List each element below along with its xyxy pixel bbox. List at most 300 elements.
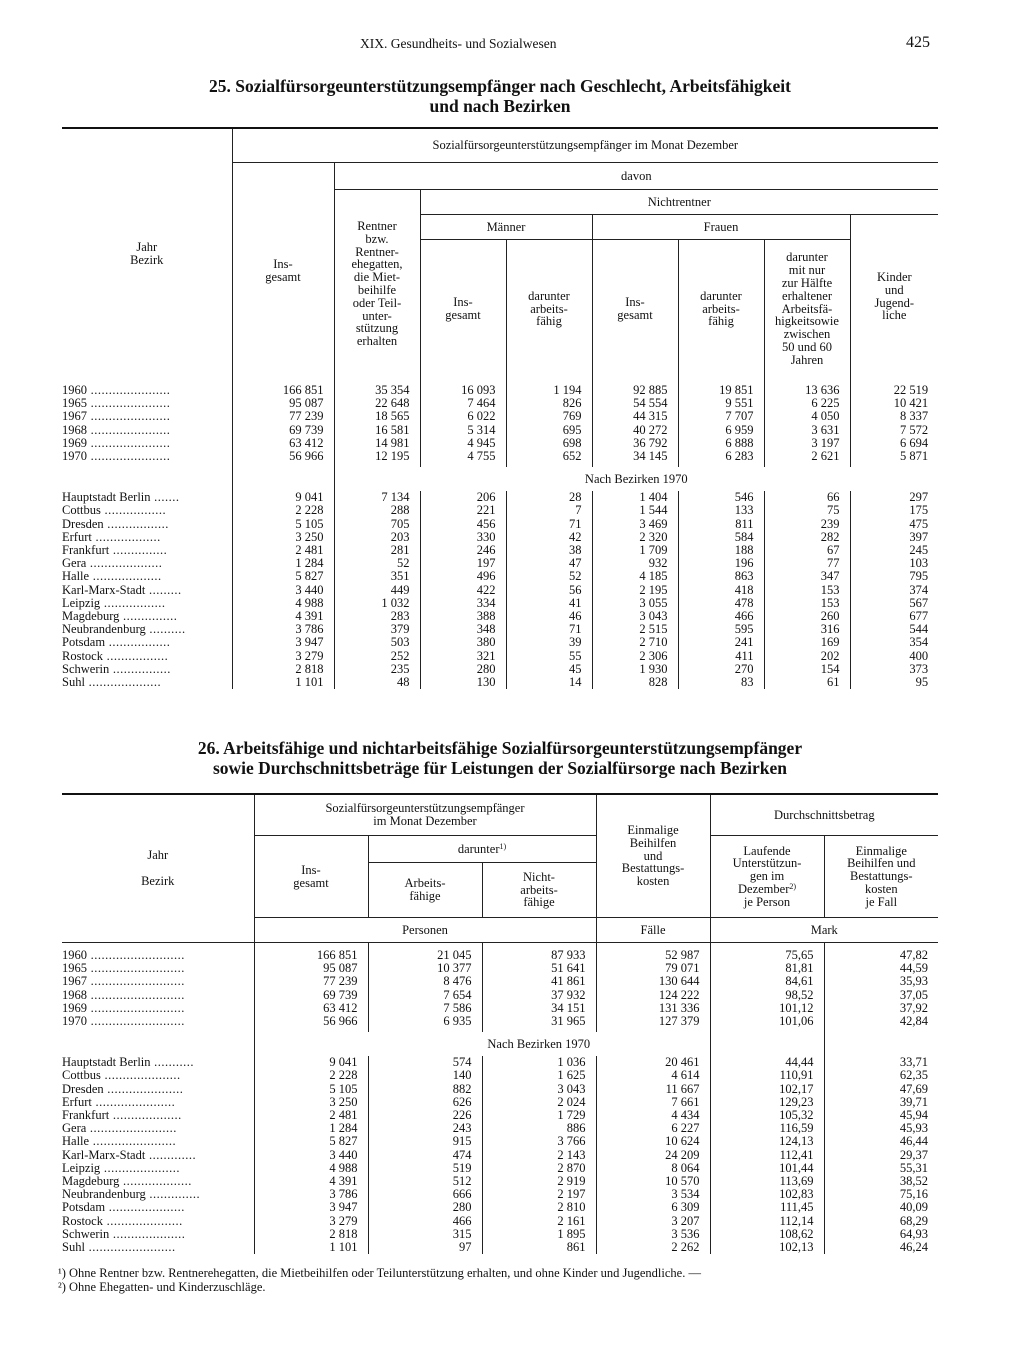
cell-value: 101,44 — [710, 1162, 824, 1175]
cell-value: 347 — [764, 570, 850, 583]
t26-unit-personen: Personen — [254, 918, 596, 943]
cell-value: 7 — [506, 504, 592, 517]
row-label: Erfurt ...................... — [62, 1095, 176, 1109]
cell-value: 503 — [334, 636, 420, 649]
cell-value: 3 207 — [596, 1215, 710, 1228]
cell-value: 169 — [764, 636, 850, 649]
cell-value: 3 250 — [232, 531, 334, 544]
t25-header-davon: davon — [334, 163, 938, 190]
t26-header-insgesamt: Ins- gesamt — [254, 836, 368, 918]
cell-value: 8 476 — [368, 975, 482, 988]
page-number: 425 — [906, 34, 930, 51]
cell-value: 4 391 — [232, 610, 334, 623]
row-label: Suhl .................... — [62, 676, 162, 690]
cell-value: 1 032 — [334, 597, 420, 610]
table-row — [62, 584, 938, 597]
cell-value: 4 755 — [420, 450, 506, 467]
cell-value: 2 515 — [592, 623, 678, 636]
cell-value: 3 786 — [254, 1188, 368, 1201]
cell-value: 2 143 — [482, 1149, 596, 1162]
row-label: Frankfurt ............... — [62, 544, 168, 558]
t25-header-f-arbeitsfaehig: darunter arbeits- fähig — [678, 240, 764, 379]
t25-header-f-haelfte: darunter mit nur zur Hälfte erhaltener Arbeitsfä- higkeitsowie zwischen 50 und 60 Jahren — [764, 240, 850, 379]
cell-value: 112,41 — [710, 1149, 824, 1162]
cell-value: 47,69 — [824, 1083, 938, 1096]
cell-value: 10 377 — [368, 962, 482, 975]
row-label: Magdeburg ............... — [62, 610, 178, 624]
cell-value: 321 — [420, 650, 506, 663]
cell-value: 196 — [678, 557, 764, 570]
cell-value: 129,23 — [710, 1096, 824, 1109]
cell-value: 288 — [334, 504, 420, 517]
table-row — [62, 1149, 938, 1162]
cell-value: 5 105 — [232, 518, 334, 531]
t26-header-arbeitsfaehige: Arbeits- fähige — [368, 863, 482, 918]
footnote-2: ²) Ohne Ehegatten- und Kinderzuschläge. — [58, 1280, 266, 1294]
row-label: 1965 ...................... — [62, 397, 171, 411]
cell-value: 2 621 — [764, 450, 850, 467]
row-label: 1968 .......................... — [62, 988, 185, 1002]
row-label: Leipzig ................. — [62, 596, 166, 610]
t26-header-durchschnitt: Durchschnittsbetrag — [710, 794, 938, 836]
cell-value: 418 — [678, 584, 764, 597]
cell-value: 33,71 — [824, 1056, 938, 1069]
cell-value: 133 — [678, 504, 764, 517]
cell-value: 42,84 — [824, 1015, 938, 1032]
cell-value: 62,35 — [824, 1069, 938, 1082]
row-label: Rostock ................. — [62, 649, 169, 663]
cell-value: 130 644 — [596, 975, 710, 988]
cell-value: 2 228 — [254, 1069, 368, 1082]
table-row — [62, 610, 938, 623]
cell-value: 56 966 — [254, 1015, 368, 1032]
t26-bezirke-body — [62, 1056, 938, 1254]
cell-value: 54 554 — [592, 397, 678, 410]
cell-value: 297 — [850, 491, 938, 504]
row-label: Dresden ..................... — [62, 1082, 184, 1096]
table-row — [62, 597, 938, 610]
cell-value: 7 586 — [368, 1002, 482, 1015]
cell-value: 154 — [764, 663, 850, 676]
row-label: 1970 .......................... — [62, 1015, 185, 1029]
cell-value: 3 536 — [596, 1228, 710, 1241]
t26-header-einmalige: Einmalige Beihilfen und Bestattungs- kosten — [596, 794, 710, 918]
cell-value: 1 625 — [482, 1069, 596, 1082]
t26-bezirke-heading: Nach Bezirken 1970 — [487, 1036, 591, 1051]
cell-value: 111,45 — [710, 1201, 824, 1214]
cell-value: 37,05 — [824, 989, 938, 1002]
cell-value: 175 — [850, 504, 938, 517]
cell-value: 52 — [506, 570, 592, 583]
cell-value: 2 919 — [482, 1175, 596, 1188]
cell-value: 6 935 — [368, 1015, 482, 1032]
cell-value: 932 — [592, 557, 678, 570]
table-row — [62, 989, 938, 1002]
t26-header-einmalige-je-fall: Einmalige Beihilfen und Bestattungs- kosten je Fall — [824, 836, 938, 918]
cell-value: 9 041 — [254, 1056, 368, 1069]
cell-value: 2 024 — [482, 1096, 596, 1109]
cell-value: 9 041 — [232, 491, 334, 504]
cell-value: 5 827 — [232, 570, 334, 583]
cell-value: 47 — [506, 557, 592, 570]
cell-value: 37,92 — [824, 1002, 938, 1015]
cell-value: 3 631 — [764, 424, 850, 437]
cell-value: 235 — [334, 663, 420, 676]
cell-value: 2 710 — [592, 636, 678, 649]
cell-value: 75,16 — [824, 1188, 938, 1201]
table-26 — [62, 793, 938, 1254]
table-26-title: 26. Arbeitsfähige und nichtarbeitsfähige Sozialfürsorgeunterstützungsempfänger sowie Durchschnittsbeträge für Leistungen der Sozialfürsorge nach Bezirken — [197, 738, 803, 778]
cell-value: 108,62 — [710, 1228, 824, 1241]
cell-value: 2 320 — [592, 531, 678, 544]
row-label: Cottbus ................. — [62, 504, 167, 518]
cell-value: 2 481 — [232, 544, 334, 557]
cell-value: 110,91 — [710, 1069, 824, 1082]
cell-value: 63 412 — [232, 437, 334, 450]
cell-value: 22 519 — [850, 378, 938, 397]
cell-value: 188 — [678, 544, 764, 557]
cell-value: 22 648 — [334, 397, 420, 410]
cell-value: 61 — [764, 676, 850, 689]
cell-value: 2 228 — [232, 504, 334, 517]
t26-header-nichtarbeitsfaehige: Nicht- arbeits- fähige — [482, 863, 596, 918]
cell-value: 826 — [506, 397, 592, 410]
cell-value: 4 988 — [232, 597, 334, 610]
cell-value: 584 — [678, 531, 764, 544]
row-label: Leipzig ..................... — [62, 1161, 180, 1175]
t25-header-rentner: Rentner bzw. Rentner- ehegatten, die Miet- beihilfe oder Teil- unter- stützung erhalten — [334, 190, 420, 379]
cell-value: 34 151 — [482, 1002, 596, 1015]
cell-value: 95 087 — [254, 962, 368, 975]
cell-value: 116,59 — [710, 1122, 824, 1135]
cell-value: 124 222 — [596, 989, 710, 1002]
cell-value: 2 197 — [482, 1188, 596, 1201]
cell-value: 56 — [506, 584, 592, 597]
t25-header-insgesamt: Ins- gesamt — [232, 163, 334, 379]
cell-value: 113,69 — [710, 1175, 824, 1188]
row-label: Potsdam ................. — [62, 636, 171, 650]
table-row — [62, 437, 938, 450]
cell-value: 863 — [678, 570, 764, 583]
cell-value: 44 315 — [592, 410, 678, 423]
cell-value: 38 — [506, 544, 592, 557]
row-label: Cottbus ..................... — [62, 1069, 181, 1083]
cell-value: 795 — [850, 570, 938, 583]
cell-value: 3 250 — [254, 1096, 368, 1109]
cell-value: 2 306 — [592, 650, 678, 663]
cell-value: 397 — [850, 531, 938, 544]
cell-value: 4 988 — [254, 1162, 368, 1175]
cell-value: 45 — [506, 663, 592, 676]
cell-value: 40,09 — [824, 1201, 938, 1214]
row-label: Schwerin ................ — [62, 662, 171, 676]
cell-value: 202 — [764, 650, 850, 663]
cell-value: 246 — [420, 544, 506, 557]
cell-value: 10 624 — [596, 1135, 710, 1148]
cell-value: 239 — [764, 518, 850, 531]
cell-value: 68,29 — [824, 1215, 938, 1228]
t25-header-stub: Jahr Bezirk — [130, 239, 164, 267]
cell-value: 282 — [764, 531, 850, 544]
cell-value: 153 — [764, 584, 850, 597]
table-row — [62, 1201, 938, 1214]
row-label: Hauptstadt Berlin ........... — [62, 1056, 195, 1070]
cell-value: 7 572 — [850, 424, 938, 437]
row-label: Rostock ..................... — [62, 1214, 183, 1228]
cell-value: 6 959 — [678, 424, 764, 437]
cell-value: 77 — [764, 557, 850, 570]
row-label: Suhl ........................ — [62, 1241, 176, 1255]
cell-value: 2 870 — [482, 1162, 596, 1175]
t25-years-body — [62, 378, 938, 467]
cell-value: 4 185 — [592, 570, 678, 583]
table-25-title: 25. Sozialfürsorgeunterstützungsempfänger nach Geschlecht, Arbeitsfähigkeit und nach Bezirken — [208, 76, 791, 116]
cell-value: 882 — [368, 1083, 482, 1096]
cell-value: 4 614 — [596, 1069, 710, 1082]
row-label: 1967 .......................... — [62, 975, 185, 989]
cell-value: 41 — [506, 597, 592, 610]
cell-value: 7 654 — [368, 989, 482, 1002]
row-label: 1960 ...................... — [62, 383, 171, 397]
cell-value: 2 810 — [482, 1201, 596, 1214]
cell-value: 456 — [420, 518, 506, 531]
row-label: Neubrandenburg .............. — [62, 1188, 201, 1202]
cell-value: 13 636 — [764, 378, 850, 397]
table-row — [62, 623, 938, 636]
row-label: Erfurt .................. — [62, 530, 161, 544]
cell-value: 2 818 — [254, 1228, 368, 1241]
cell-value: 7 661 — [596, 1096, 710, 1109]
cell-value: 512 — [368, 1175, 482, 1188]
cell-value: 44,59 — [824, 962, 938, 975]
cell-value: 652 — [506, 450, 592, 467]
table-row — [62, 557, 938, 570]
cell-value: 1 101 — [254, 1241, 368, 1254]
cell-value: 3 055 — [592, 597, 678, 610]
row-label: Frankfurt ................... — [62, 1109, 182, 1123]
cell-value: 695 — [506, 424, 592, 437]
cell-value: 98,52 — [710, 989, 824, 1002]
t25-header-group: Sozialfürsorgeunterstützungsempfänger im Monat Dezember — [232, 128, 938, 163]
cell-value: 388 — [420, 610, 506, 623]
cell-value: 1 404 — [592, 491, 678, 504]
cell-value: 6 227 — [596, 1122, 710, 1135]
cell-value: 14 981 — [334, 437, 420, 450]
cell-value: 769 — [506, 410, 592, 423]
cell-value: 55 — [506, 650, 592, 663]
cell-value: 811 — [678, 518, 764, 531]
cell-value: 626 — [368, 1096, 482, 1109]
running-header — [0, 36, 1024, 56]
cell-value: 2 481 — [254, 1109, 368, 1122]
cell-value: 206 — [420, 491, 506, 504]
cell-value: 3 440 — [232, 584, 334, 597]
cell-value: 6 022 — [420, 410, 506, 423]
cell-value: 18 565 — [334, 410, 420, 423]
cell-value: 666 — [368, 1188, 482, 1201]
cell-value: 64,93 — [824, 1228, 938, 1241]
cell-value: 127 379 — [596, 1015, 710, 1032]
cell-value: 46 — [506, 610, 592, 623]
table-row — [62, 504, 938, 517]
cell-value: 6 888 — [678, 437, 764, 450]
row-label: Karl-Marx-Stadt ............. — [62, 1148, 197, 1162]
cell-value: 861 — [482, 1241, 596, 1254]
cell-value: 48 — [334, 676, 420, 689]
cell-value: 87 933 — [482, 943, 596, 963]
row-label: Dresden ................. — [62, 517, 169, 531]
table-row — [62, 491, 938, 504]
cell-value: 411 — [678, 650, 764, 663]
cell-value: 3 440 — [254, 1149, 368, 1162]
cell-value: 3 279 — [232, 650, 334, 663]
cell-value: 3 766 — [482, 1135, 596, 1148]
cell-value: 354 — [850, 636, 938, 649]
cell-value: 241 — [678, 636, 764, 649]
cell-value: 475 — [850, 518, 938, 531]
cell-value: 71 — [506, 623, 592, 636]
table-row — [62, 531, 938, 544]
cell-value: 35 354 — [334, 378, 420, 397]
cell-value: 124,13 — [710, 1135, 824, 1148]
cell-value: 3 043 — [482, 1083, 596, 1096]
t26-unit-faelle: Fälle — [596, 918, 710, 943]
table-row — [62, 424, 938, 437]
cell-value: 2 195 — [592, 584, 678, 597]
cell-value: 81,81 — [710, 962, 824, 975]
section-title: XIX. Gesundheits- und Sozialwesen — [360, 36, 557, 51]
cell-value: 4 434 — [596, 1109, 710, 1122]
cell-value: 95 087 — [232, 397, 334, 410]
cell-value: 1 729 — [482, 1109, 596, 1122]
cell-value: 4 391 — [254, 1175, 368, 1188]
cell-value: 8 337 — [850, 410, 938, 423]
cell-value: 4 945 — [420, 437, 506, 450]
cell-value: 270 — [678, 663, 764, 676]
cell-value: 6 283 — [678, 450, 764, 467]
cell-value: 705 — [334, 518, 420, 531]
cell-value: 379 — [334, 623, 420, 636]
cell-value: 3 947 — [254, 1201, 368, 1214]
cell-value: 7 134 — [334, 491, 420, 504]
cell-value: 197 — [420, 557, 506, 570]
cell-value: 422 — [420, 584, 506, 597]
cell-value: 243 — [368, 1122, 482, 1135]
row-label: Hauptstadt Berlin ....... — [62, 491, 180, 505]
table-row — [62, 570, 938, 583]
cell-value: 46,24 — [824, 1241, 938, 1254]
cell-value: 252 — [334, 650, 420, 663]
cell-value: 1 101 — [232, 676, 334, 689]
cell-value: 44,44 — [710, 1056, 824, 1069]
cell-value: 3 534 — [596, 1188, 710, 1201]
cell-value: 47,82 — [824, 943, 938, 963]
cell-value: 1 284 — [254, 1122, 368, 1135]
t26-header-darunter: darunter$^{1)}$ — [368, 836, 596, 863]
table-row — [62, 410, 938, 423]
cell-value: 245 — [850, 544, 938, 557]
cell-value: 75,65 — [710, 943, 824, 963]
cell-value: 280 — [368, 1201, 482, 1214]
row-label: Neubrandenburg .......... — [62, 623, 186, 637]
cell-value: 83 — [678, 676, 764, 689]
cell-value: 77 239 — [232, 410, 334, 423]
cell-value: 3 469 — [592, 518, 678, 531]
row-label: 1969 .......................... — [62, 1001, 185, 1015]
cell-value: 19 851 — [678, 378, 764, 397]
cell-value: 3 279 — [254, 1215, 368, 1228]
cell-value: 6 309 — [596, 1201, 710, 1214]
cell-value: 5 314 — [420, 424, 506, 437]
table-25 — [62, 127, 938, 689]
cell-value: 2 818 — [232, 663, 334, 676]
cell-value: 101,12 — [710, 1002, 824, 1015]
cell-value: 9 551 — [678, 397, 764, 410]
cell-value: 28 — [506, 491, 592, 504]
cell-value: 226 — [368, 1109, 482, 1122]
cell-value: 46,44 — [824, 1135, 938, 1148]
row-label: 1965 .......................... — [62, 962, 185, 976]
cell-value: 348 — [420, 623, 506, 636]
cell-value: 16 093 — [420, 378, 506, 397]
cell-value: 56 966 — [232, 450, 334, 467]
cell-value: 1 544 — [592, 504, 678, 517]
cell-value: 260 — [764, 610, 850, 623]
t25-header-nichtrentner: Nichtrentner — [420, 190, 938, 215]
cell-value: 334 — [420, 597, 506, 610]
cell-value: 39 — [506, 636, 592, 649]
cell-value: 330 — [420, 531, 506, 544]
table-row — [62, 1241, 938, 1254]
table-row — [62, 397, 938, 410]
table-row — [62, 636, 938, 649]
cell-value: 36 792 — [592, 437, 678, 450]
table-row — [62, 975, 938, 988]
cell-value: 24 209 — [596, 1149, 710, 1162]
cell-value: 595 — [678, 623, 764, 636]
row-label: Gera .................... — [62, 557, 163, 571]
t26-header-laufende: Laufende Unterstützun- gen im Dezember$^{2)}$ je Person — [710, 836, 824, 918]
row-label: Karl-Marx-Stadt ......... — [62, 583, 182, 597]
table-row — [62, 378, 938, 397]
table-row — [62, 943, 938, 963]
cell-value: 69 739 — [232, 424, 334, 437]
cell-value: 79 071 — [596, 962, 710, 975]
row-label: 1970 ...................... — [62, 450, 171, 464]
cell-value: 166 851 — [232, 378, 334, 397]
cell-value: 519 — [368, 1162, 482, 1175]
cell-value: 7 707 — [678, 410, 764, 423]
cell-value: 316 — [764, 623, 850, 636]
table-row — [62, 663, 938, 676]
t25-bezirke-body — [62, 491, 938, 689]
cell-value: 112,14 — [710, 1215, 824, 1228]
table-row — [62, 1015, 938, 1032]
cell-value: 45,94 — [824, 1109, 938, 1122]
t25-header-m-insgesamt: Ins- gesamt — [420, 240, 506, 379]
cell-value: 41 861 — [482, 975, 596, 988]
cell-value: 6 225 — [764, 397, 850, 410]
cell-value: 7 464 — [420, 397, 506, 410]
table-row — [62, 650, 938, 663]
cell-value: 95 — [850, 676, 938, 689]
cell-value: 75 — [764, 504, 850, 517]
cell-value: 66 — [764, 491, 850, 504]
cell-value: 52 987 — [596, 943, 710, 963]
t25-header-f-insgesamt: Ins- gesamt — [592, 240, 678, 379]
footnote-1: ¹) Ohne Rentner bzw. Rentnerehegatten, die Mietbeihilfen oder Teilunterstützung erhalten, und ohne Kinder und Jugendliche. — — [58, 1266, 701, 1280]
table-row — [62, 1135, 938, 1148]
